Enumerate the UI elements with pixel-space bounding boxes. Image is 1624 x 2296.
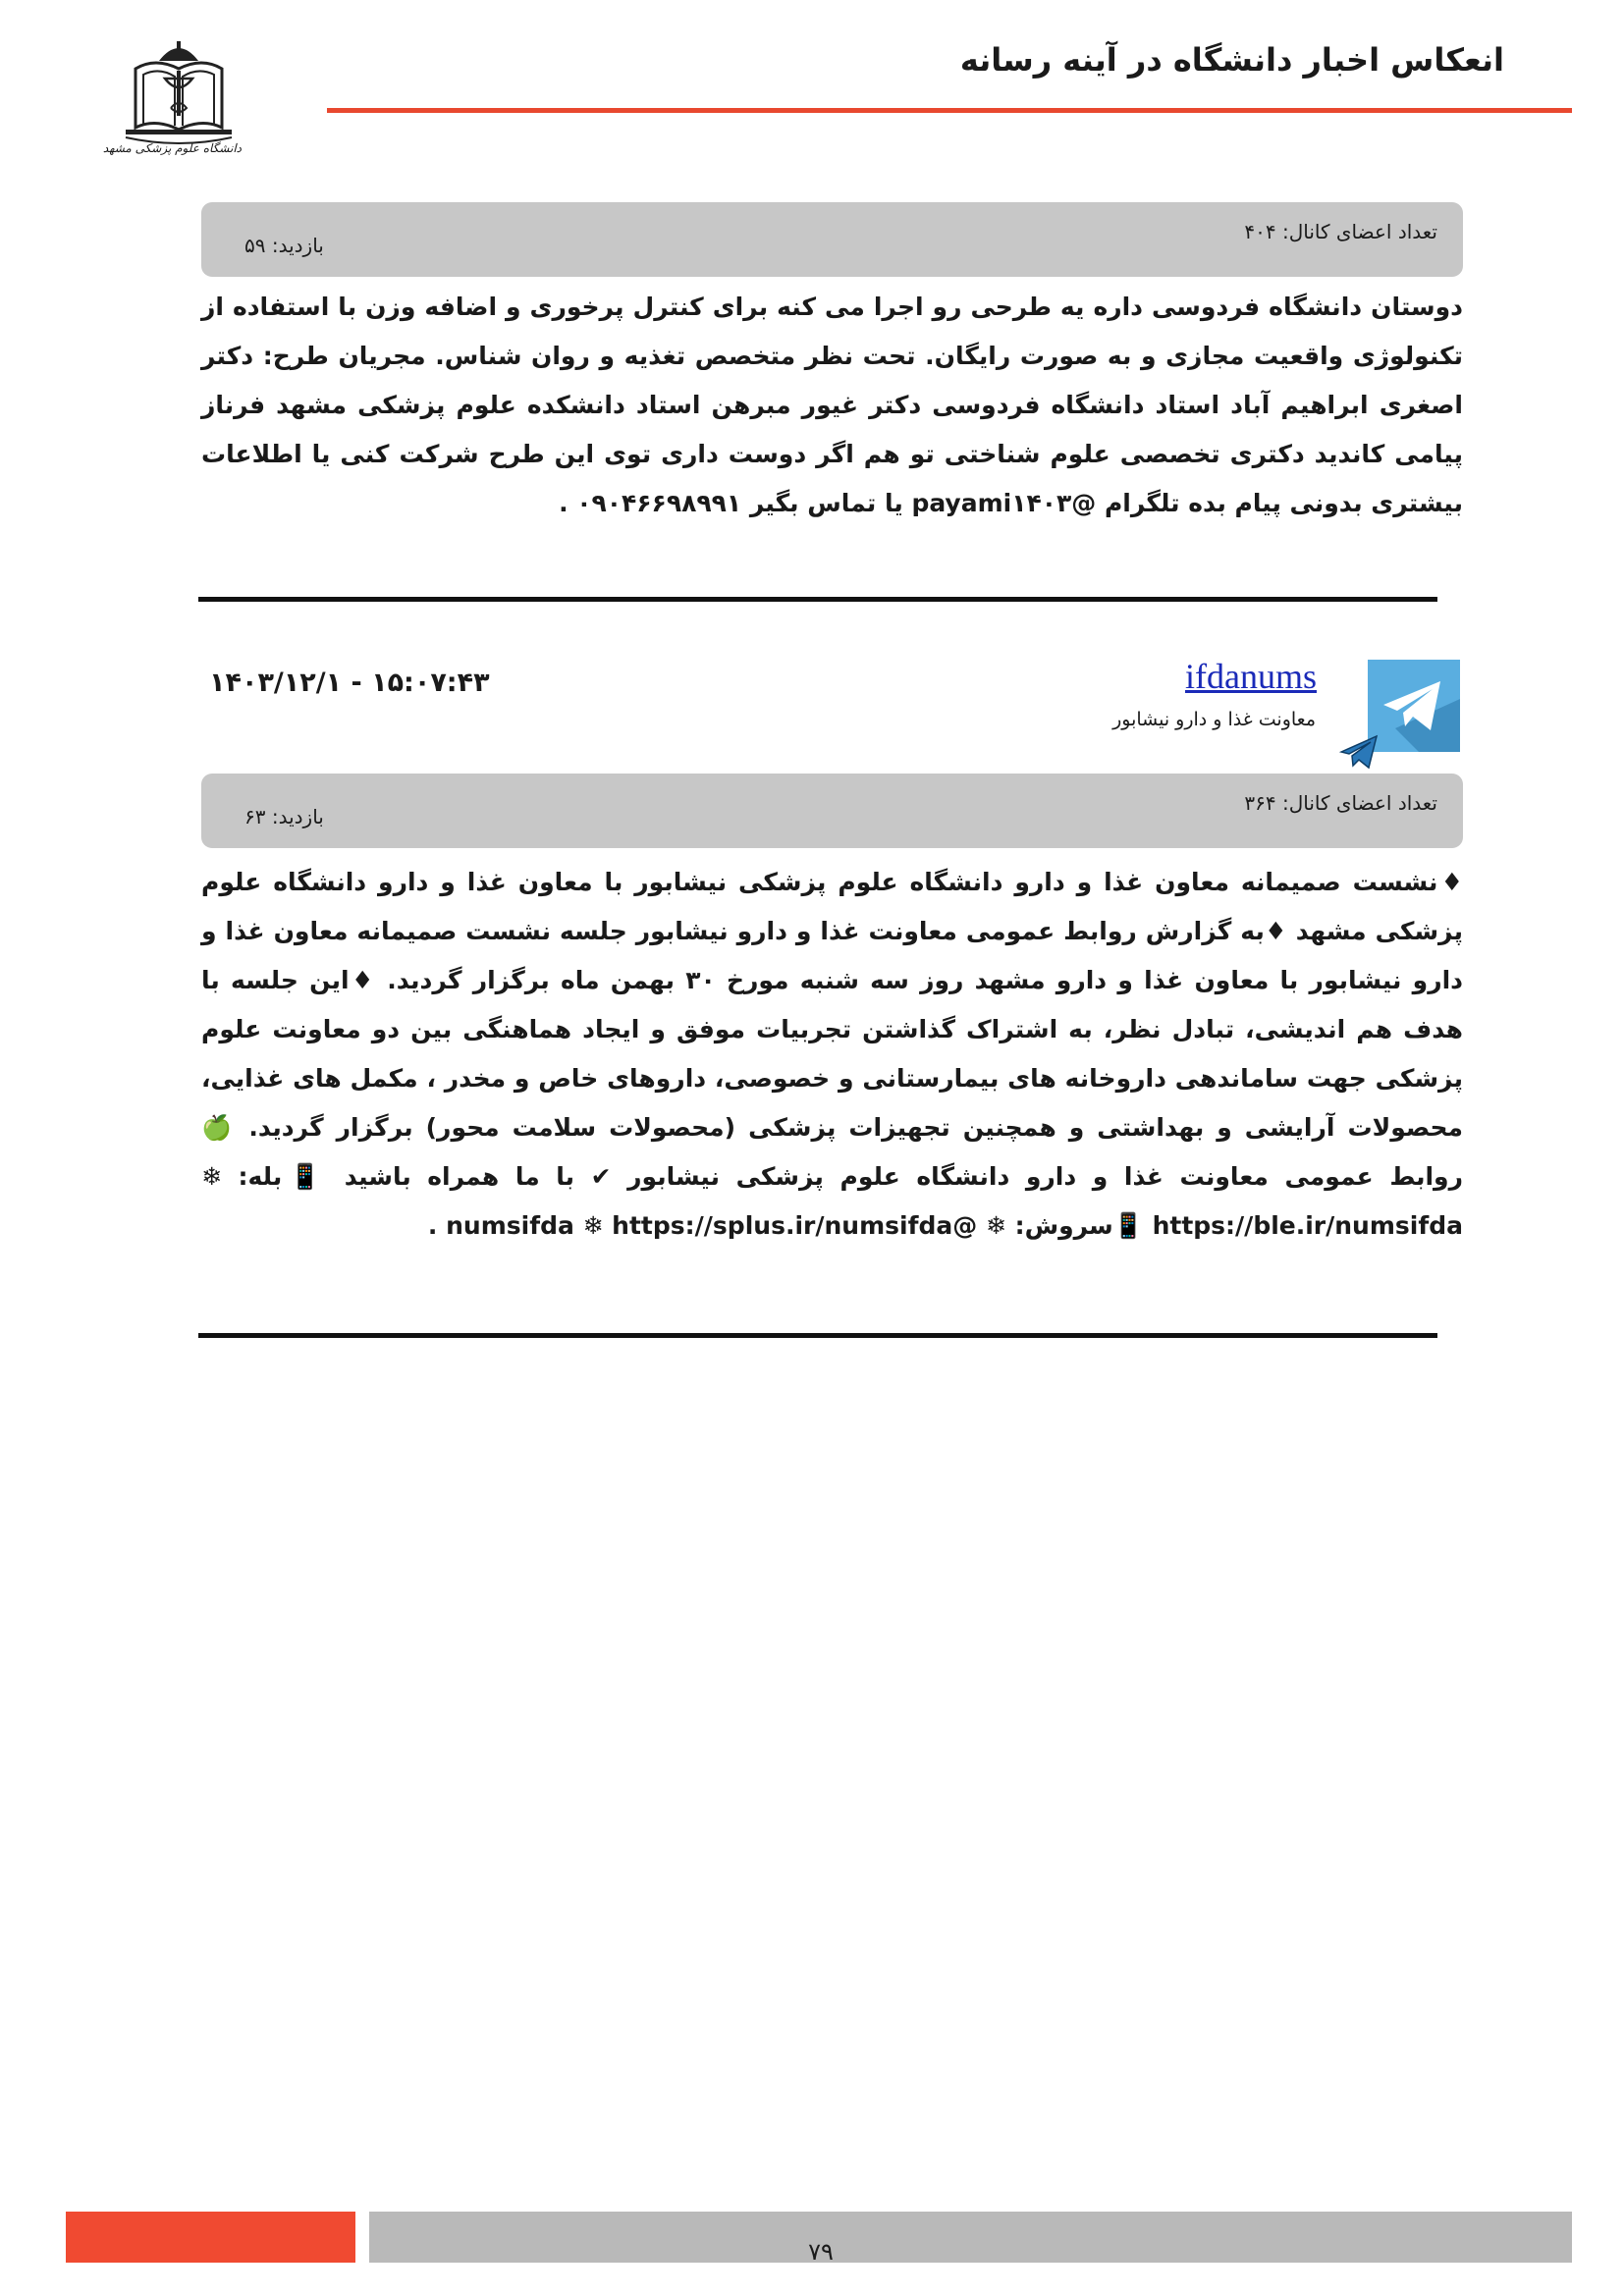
view-count: بازدید: ۶۳ — [244, 805, 324, 828]
post-divider — [198, 1333, 1437, 1338]
post-stats-bar — [201, 774, 1463, 848]
header-accent-rule — [327, 108, 1572, 113]
logo-caption: دانشگاه علوم پزشکی مشهد — [102, 141, 242, 155]
channel-handle-link[interactable]: ifdanums — [1185, 657, 1317, 696]
view-count: بازدید: ۵۹ — [244, 234, 324, 257]
footer-accent-bar — [66, 2212, 355, 2263]
telegram-small-icon — [1339, 734, 1379, 770]
post-body — [201, 283, 1463, 528]
channel-name: معاونت غذا و دارو نیشابور — [1112, 709, 1316, 730]
post-datetime: ۱۴۰۳/۱۲/۱ - ۱۵:۰۷:۴۳ — [209, 667, 490, 698]
post-divider — [198, 597, 1437, 602]
channel-members-count: تعداد اعضای کانال: ۴۰۴ — [1244, 220, 1437, 243]
telegram-icon — [1368, 660, 1460, 752]
university-logo — [102, 39, 242, 167]
page-number: ۷۹ — [808, 2238, 834, 2266]
post-body-text: دوستان دانشگاه فردوسی داره یه طرحی رو اجرا می کنه برای کنترل پرخوری و اضافه وزن با استفاده از تکنولوژی واقعیت مجازی و به صورت رایگان. تحت نظر متخصص تغذیه و روان شناس. مجریان طرح: دکتر اصغری ابراهیم آباد استاد دانشگاه فردوسی دکتر غیور مبرهن استاد دانشکده علوم پزشکی مشهد فرناز پیامی کاندید دکتری تخصصی علوم شناختی تو هم اگر دوست داری توی این طرح شرکت کنی یا اطلاعات بیشتری بدونی پیام بده تلگرام @payami۱۴۰۳ یا تماس بگیر ۰۹۰۴۶۶۹۸۹۹۱ . — [201, 293, 1463, 517]
footer-bar — [369, 2212, 1572, 2263]
post-body-text: ♦نشست صمیمانه معاون غذا و دارو دانشگاه علوم پزشکی نیشابور با معاون غذا و دارو دانشگاه علوم پزشکی مشهد ♦به گزارش روابط عمومی معاونت غذا و دارو نیشابور جلسه نشست صمیمانه معاون غذا و دارو نیشابور با معاون غذا و دارو مشهد روز سه شنبه مورخ ۳۰ بهمن ماه برگزار گردید. ♦این جلسه با هدف هم اندیشی، تبادل نظر، به اشتراک گذاشتن تجربیات موفق و ایجاد هماهنگی بین دو معاونت علوم پزشکی جهت ساماندهی داروخانه های بیمارستانی و خصوصی، داروهای خاص و مخدر ، مکمل های غذایی، محصولات آرایشی و بهداشتی و همچنین تجهیزات پزشکی (محصولات سلامت محور) برگزار گردید. 🍏 روابط عمومی معاونت غذا و دارو دانشگاه علوم پزشکی نیشابور ✔ با ما همراه باشید 📱بله: ❄ https://ble.ir/numsifda 📱سروش: ❄ @numsifda ❄ https://splus.ir/numsifda . — [201, 868, 1463, 1240]
channel-members-count: تعداد اعضای کانال: ۳۶۴ — [1244, 791, 1437, 815]
post-body — [201, 858, 1463, 1251]
post-stats-bar — [201, 202, 1463, 277]
page-header-title: انعکاس اخبار دانشگاه در آینه رسانه — [959, 41, 1504, 79]
